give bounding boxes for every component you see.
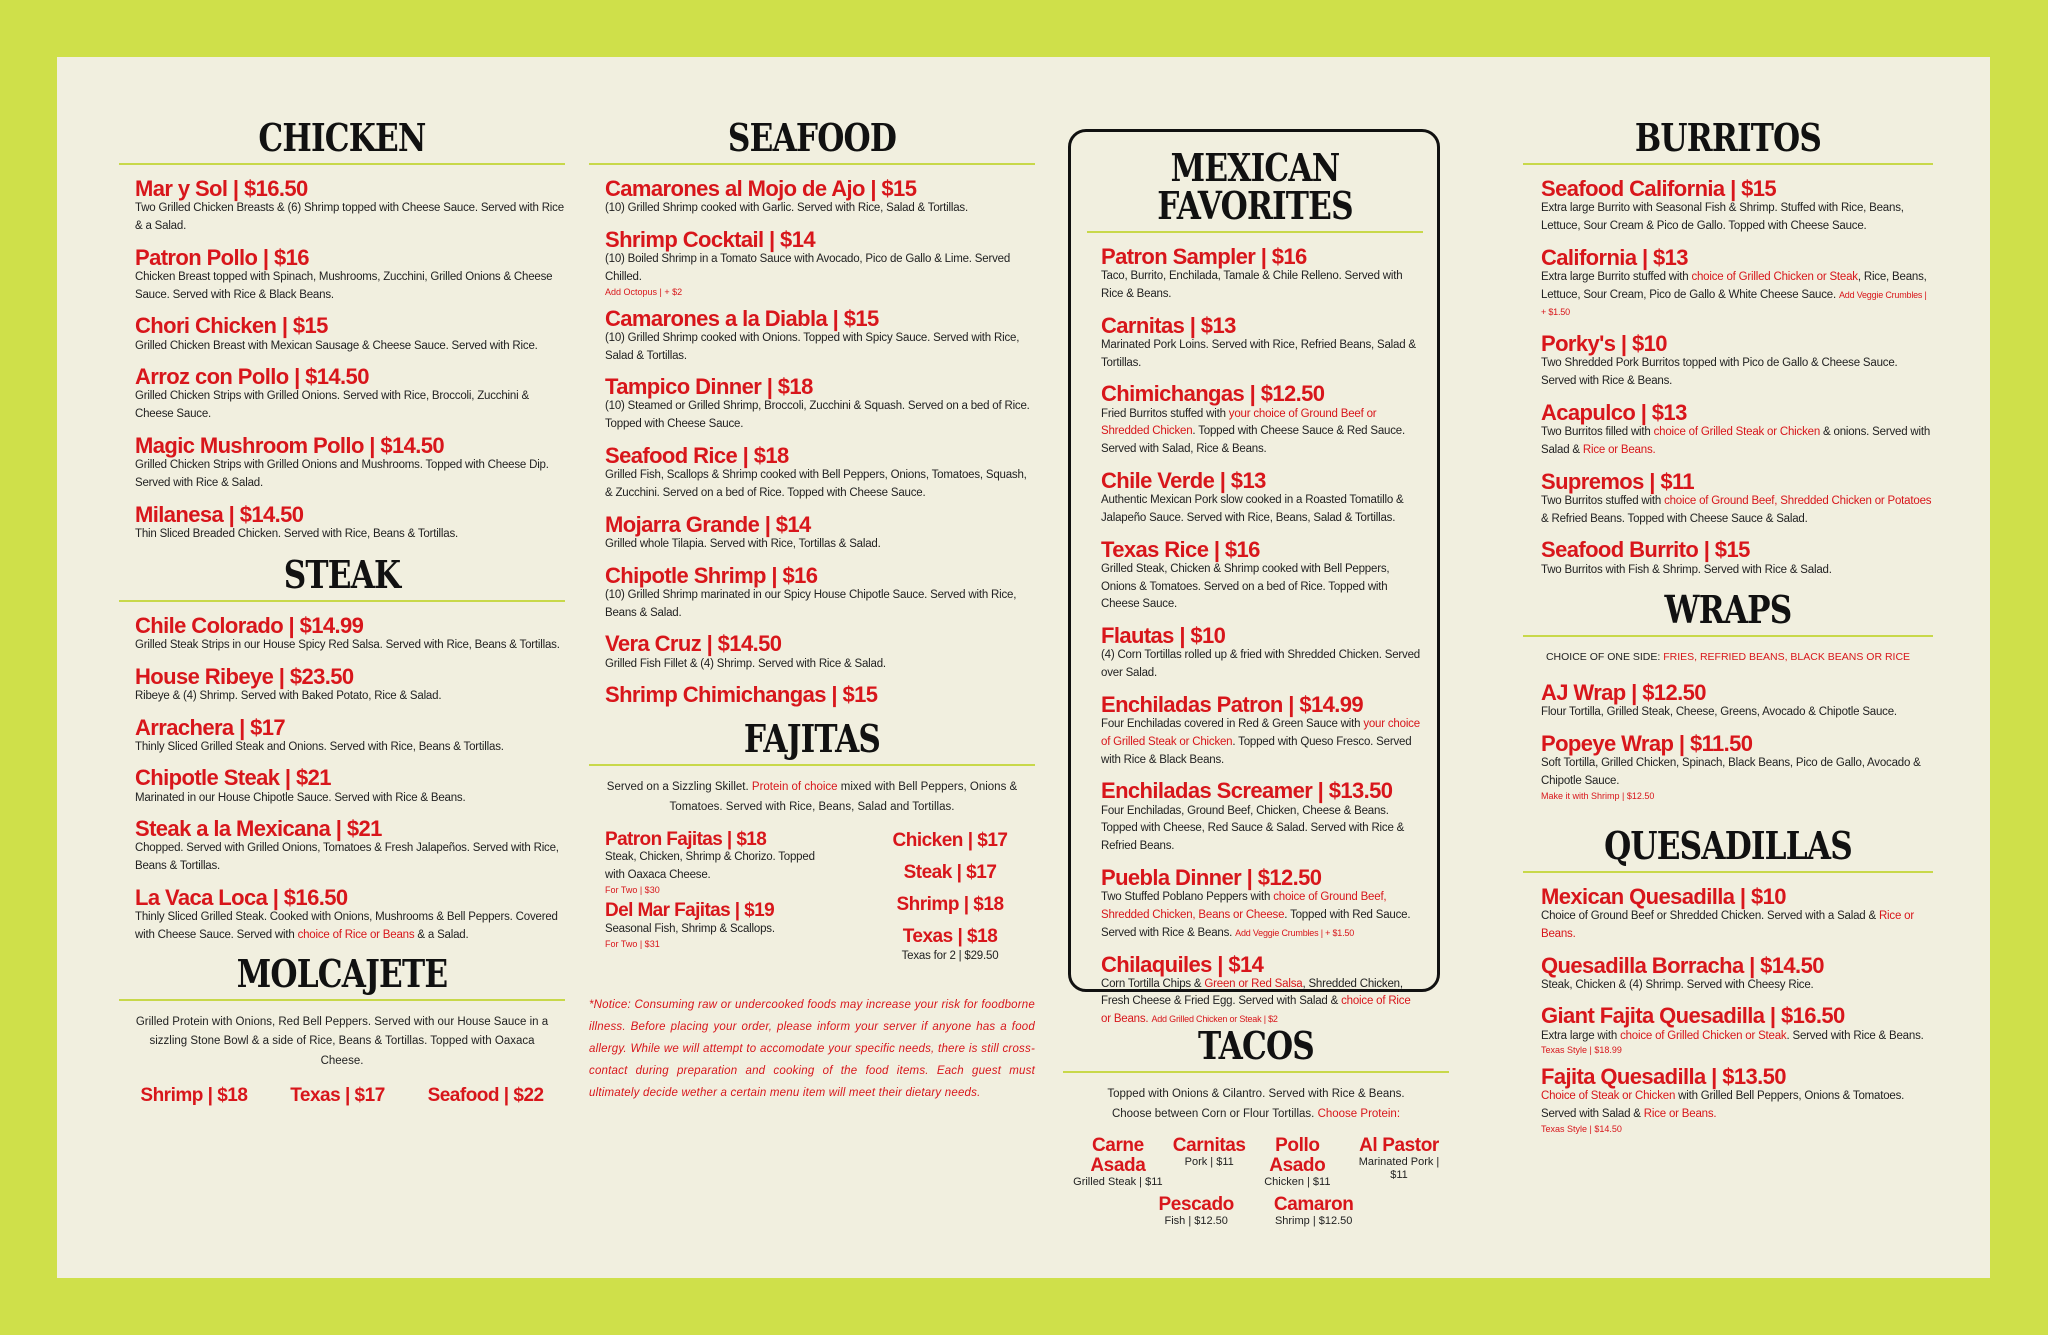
item-desc: (10) Steamed or Grilled Shrimp, Broccoli, Zucchini & Squash. Served on a bed of Rice. Topped with Cheese Sauce. xyxy=(605,400,1030,431)
item-name: Shrimp Cocktail | $14 xyxy=(605,226,815,252)
desc-text: Thinly Sliced Grilled Steak. Cooked with Onions, Mushrooms & Bell Peppers. Covered with Cheese Sauce. Served with xyxy=(135,911,558,941)
menu-item xyxy=(1541,1065,1933,1134)
item-name: Seafood Rice | $18 xyxy=(605,443,789,469)
menu-item xyxy=(135,177,565,236)
menu-item xyxy=(605,901,835,949)
desc-text: . Served with Rice & Beans. xyxy=(1786,1029,1924,1042)
menu-item xyxy=(1101,382,1423,459)
fajitas-rule xyxy=(589,764,1035,766)
item-name: Patron Fajitas | $18 xyxy=(605,828,767,850)
item-extra: For Two | $31 xyxy=(605,938,660,949)
fajita-chicken: Chicken | $17 xyxy=(892,829,1008,851)
desc-text: Four Enchiladas covered in Red & Green Sauce with xyxy=(1101,718,1364,731)
molcajete-rule xyxy=(119,999,565,1001)
item-desc: Ribeye & (4) Shrimp. Served with Baked Potato, Rice & Salad. xyxy=(135,689,442,702)
item-extra: Texas Style | $18.99 xyxy=(1541,1045,1622,1056)
item-desc: (10) Grilled Shrimp cooked with Onions. Topped with Spicy Sauce. Served with Rice, Salad & Tortillas. xyxy=(605,331,1020,362)
item-extra: Texas Style | $14.50 xyxy=(1541,1124,1622,1135)
menu-item xyxy=(1101,693,1423,770)
desc-red-text: your choice of Ground Beef or Shredded Chicken xyxy=(1101,407,1377,438)
taco-name: Al Pastor xyxy=(1359,1135,1439,1157)
favorites-list xyxy=(1087,245,1423,1029)
item-desc: Extra large Burrito with Seasonal Fish & Shrimp. Stuffed with Rice, Beans, Lettuce, Sour Cream & Pico de Gallo. Topped with Cheese Sauce. xyxy=(1541,202,1904,232)
taco-item xyxy=(1274,1195,1354,1228)
desc-text: , Shredded Chicken, Fresh Cheese & Fried Egg. Served with Salad & xyxy=(1101,977,1403,1008)
burritos-title: BURRITOS xyxy=(1634,115,1822,160)
item-name: Arroz con Pollo | $14.50 xyxy=(135,364,369,390)
desc-text: with Grilled Bell Peppers, Onions & Tomatoes. Served with Salad & xyxy=(1541,1090,1905,1121)
menu-item xyxy=(135,246,565,305)
item-name: Chimichangas | $12.50 xyxy=(1101,381,1325,407)
menu-item xyxy=(605,375,1035,434)
menu-item xyxy=(1541,246,1933,323)
item-desc xyxy=(1101,976,1423,1029)
desc-red-text: choice of Grilled Chicken or Steak xyxy=(1691,270,1858,283)
column-3 xyxy=(1087,145,1423,1039)
item-desc xyxy=(1541,424,1933,460)
taco-sub: Shrimp | $12.50 xyxy=(1274,1215,1353,1228)
column-1 xyxy=(119,115,565,1107)
desc-red-text: FRIES, REFRIED BEANS, BLACK BEANS OR RICE xyxy=(1663,651,1911,664)
item-desc: Grilled Fish, Scallops & Shrimp cooked with Bell Peppers, Onions, Tomatoes, Squash, & Zucchini. Served on a bed of Rice. Topped with Cheese Sauce. xyxy=(605,469,1027,499)
item-desc xyxy=(1101,716,1423,769)
menu-item xyxy=(1101,779,1423,856)
desc-red-text: Choose Protein: xyxy=(1317,1107,1401,1120)
menu-item xyxy=(135,614,565,655)
item-name: Chile Verde | $13 xyxy=(1101,467,1266,493)
taco-name: Carnitas xyxy=(1172,1135,1246,1157)
item-name: Enchiladas Screamer | $13.50 xyxy=(1101,778,1393,804)
item-desc xyxy=(1541,1088,1933,1124)
menu-page xyxy=(57,57,1990,1278)
item-name: Shrimp Chimichangas | $15 xyxy=(605,682,878,708)
option-shrimp: Shrimp | $18 xyxy=(140,1085,248,1107)
desc-red-text: Rice or Beans. xyxy=(1541,909,1914,940)
taco-name: Pescado xyxy=(1158,1194,1234,1216)
item-desc: Grilled Steak Strips in our House Spicy Red Salsa. Served with Rice, Beans & Tortillas. xyxy=(135,638,560,651)
menu-item xyxy=(1541,538,1933,579)
desc-red-text: choice of Grilled Steak or Chicken xyxy=(1653,426,1821,439)
item-name: Chipotle Shrimp | $16 xyxy=(605,562,818,588)
fajitas-right xyxy=(885,830,1015,966)
item-name: Camarones a la Diabla | $15 xyxy=(605,305,879,331)
favorites-title: MEXICAN FAVORITES xyxy=(1157,145,1353,228)
desc-red-text: choice of Rice or Beans. xyxy=(1101,995,1411,1026)
desc-text: Two Stuffed Poblano Peppers with xyxy=(1101,891,1274,904)
item-desc: Four Enchiladas, Ground Beef, Chicken, Cheese & Beans. Topped with Cheese, Red Sauce & Salad. Served with Rice & Refried Beans. xyxy=(1101,804,1405,853)
menu-item xyxy=(135,716,565,757)
item-desc xyxy=(135,909,565,945)
quesadillas-title: QUESADILLAS xyxy=(1604,822,1852,868)
menu-item xyxy=(605,228,1035,297)
tacos-rule xyxy=(1063,1071,1449,1073)
option-seafood: Seafood | $22 xyxy=(427,1085,544,1107)
taco-item xyxy=(1173,1136,1246,1189)
item-name: Camarones al Mojo de Ajo | $15 xyxy=(605,176,917,201)
item-desc: Two Grilled Chicken Breasts & (6) Shrimp topped with Cheese Sauce. Served with Rice & a Salad. xyxy=(135,202,564,232)
quesadillas-list xyxy=(1523,885,1933,1134)
seafood-title: SEAFOOD xyxy=(727,115,897,160)
desc-text: Corn Tortilla Chips & xyxy=(1101,977,1205,990)
fajita-texas: Texas | $18 xyxy=(902,925,998,947)
item-desc: Grilled Fish Fillet & (4) Shrimp. Served with Rice & Salad. xyxy=(605,657,886,670)
column-4 xyxy=(1523,115,1933,1144)
desc-text: . Topped with Cheese Sauce & Red Sauce. Served with Salad, Rice & Beans. xyxy=(1101,425,1405,456)
item-name: La Vaca Loca | $16.50 xyxy=(135,885,348,911)
desc-red-text: Rice or Beans. xyxy=(1582,443,1656,456)
desc-text: , Rice, Beans, Lettuce, Sour Cream, Pico de Gallo & White Cheese Sauce. xyxy=(1541,270,1927,301)
menu-item xyxy=(1101,866,1423,943)
item-name: Mexican Quesadilla | $10 xyxy=(1541,883,1786,909)
taco-name: Camaron xyxy=(1273,1194,1354,1216)
menu-item xyxy=(1541,177,1933,236)
desc-red-text: your choice of Grilled Steak or Chicken xyxy=(1101,718,1420,748)
menu-item xyxy=(1101,469,1423,528)
item-desc: Thin Sliced Breaded Chicken. Served with Rice, Beans & Tortillas. xyxy=(135,527,459,540)
taco-item xyxy=(1063,1136,1173,1189)
tacos-title: TACOS xyxy=(1197,1023,1315,1068)
menu-item xyxy=(135,817,565,876)
item-desc: Seasonal Fish, Shrimp & Scallops. xyxy=(605,923,775,935)
menu-item xyxy=(1541,885,1933,944)
molcajete-options xyxy=(119,1085,565,1107)
fajitas-grid xyxy=(589,830,1035,966)
item-name: Seafood California | $15 xyxy=(1541,176,1777,201)
menu-item xyxy=(135,886,565,945)
desc-red-text: choice of Ground Beef, Shredded Chicken, Beans or Cheese xyxy=(1101,891,1387,921)
desc-text: Extra large with xyxy=(1541,1029,1621,1042)
desc-text: Two Burritos filled with xyxy=(1541,426,1654,439)
menu-item xyxy=(135,766,565,807)
item-name: Giant Fajita Quesadilla | $16.50 xyxy=(1541,1003,1845,1029)
item-desc xyxy=(1541,269,1933,322)
menu-item xyxy=(135,665,565,706)
item-desc: Grilled Steak, Chicken & Shrimp cooked with Bell Peppers, Onions & Tomatoes. Served on a bed of Rice. Topped with Cheese Sauce. xyxy=(1101,562,1390,611)
item-name: Texas Rice | $16 xyxy=(1101,536,1260,562)
desc-text: Choice of Ground Beef or Shredded Chicken. Served with a Salad & xyxy=(1541,909,1879,922)
menu-item xyxy=(605,564,1035,623)
item-name: Quesadilla Borracha | $14.50 xyxy=(1541,952,1824,978)
item-name: Enchiladas Patron | $14.99 xyxy=(1101,691,1364,717)
fajitas-desc xyxy=(589,778,1035,817)
wraps-rule xyxy=(1523,635,1933,637)
menu-item xyxy=(605,177,1035,218)
tacos-desc-2 xyxy=(1063,1105,1449,1125)
desc-red-text: Protein of choice xyxy=(751,781,838,794)
desc-text: Extra large Burrito stuffed with xyxy=(1541,270,1692,283)
fajita-shrimp: Shrimp | $18 xyxy=(896,893,1004,915)
menu-item xyxy=(1101,624,1423,683)
taco-name: Carne Asada xyxy=(1090,1135,1146,1177)
item-desc xyxy=(1541,908,1933,944)
taco-name: Pollo Asado xyxy=(1269,1135,1326,1177)
menu-item xyxy=(1541,1004,1933,1055)
item-name: AJ Wrap | $12.50 xyxy=(1541,680,1706,706)
taco-sub: Grilled Steak | $11 xyxy=(1073,1175,1163,1188)
item-name: Fajita Quesadilla | $13.50 xyxy=(1541,1064,1786,1090)
wraps-side xyxy=(1523,649,1933,667)
item-name: Flautas | $10 xyxy=(1101,623,1226,649)
molcajete-desc: Grilled Protein with Onions, Red Bell Peppers. Served with our House Sauce in a sizzling Stone Bowl & a side of Rice, Beans & Tortillas. Topped with Oaxaca Cheese. xyxy=(135,1015,549,1067)
item-name: California | $13 xyxy=(1541,244,1688,270)
menu-item xyxy=(1541,954,1933,995)
tacos-row-1 xyxy=(1063,1136,1449,1189)
item-name: Chipotle Steak | $21 xyxy=(135,765,331,791)
item-extra: Add Grilled Chicken or Steak | $2 xyxy=(1151,1014,1278,1025)
menu-item xyxy=(1101,245,1423,304)
menu-item xyxy=(1541,681,1933,722)
desc-red-text: choice of Ground Beef, Shredded Chicken or Potatoes xyxy=(1664,494,1932,507)
notice-text: *Notice: Consuming raw or undercooked foods may increase your risk for foodborne illness. Before placing your order, please inform your server if anyone has a food allergy. While we will attempt to accomodate your specific needs, there is still cross-contact during preparation and cooking of the food items. Each guest must ultimately decide wether a certain menu item will meet their dietary needs. xyxy=(589,999,1035,1099)
fajita-steak: Steak | $17 xyxy=(903,861,997,883)
item-desc: Grilled Chicken Breast with Mexican Sausage & Cheese Sauce. Served with Rice. xyxy=(135,339,538,352)
item-name: Seafood Burrito | $15 xyxy=(1541,537,1750,563)
item-name: Magic Mushroom Pollo | $14.50 xyxy=(135,433,445,459)
item-desc: Grilled Chicken Strips with Grilled Onions. Served with Rice, Broccoli, Zucchini & Cheese Sauce. xyxy=(135,390,529,421)
column-2 xyxy=(589,115,1035,1105)
item-name: Vera Cruz | $14.50 xyxy=(605,631,782,657)
chicken-rule xyxy=(119,163,565,165)
menu-item xyxy=(1541,732,1933,801)
menu-item xyxy=(1541,470,1933,529)
chicken-title: CHICKEN xyxy=(258,115,426,160)
taco-item xyxy=(1159,1195,1234,1228)
menu-item xyxy=(135,434,565,493)
item-name: Chilaquiles | $14 xyxy=(1101,951,1264,977)
item-desc: Two Shredded Pork Burritos topped with Pico de Gallo & Cheese Sauce. Served with Rice & Beans. xyxy=(1541,357,1898,388)
menu-item xyxy=(1541,332,1933,391)
item-desc: Thinly Sliced Grilled Steak and Onions. Served with Rice, Beans & Tortillas. xyxy=(135,740,504,753)
fajitas-left xyxy=(605,830,835,966)
item-name: Del Mar Fajitas | $19 xyxy=(605,900,775,922)
item-name: Mojarra Grande | $14 xyxy=(605,511,811,537)
desc-text: & Refried Beans. Topped with Cheese Sauce & Salad. xyxy=(1541,512,1808,525)
desc-text: Served on a Sizzling Skillet. xyxy=(606,781,752,794)
desc-red-text: choice of Grilled Chicken or Steak xyxy=(1620,1029,1787,1042)
item-extra: Add Veggie Crumbles | + $1.50 xyxy=(1235,927,1355,938)
item-name: Tampico Dinner | $18 xyxy=(605,374,813,400)
item-name: Milanesa | $14.50 xyxy=(135,501,304,527)
molcajete-title: MOLCAJETE xyxy=(236,950,448,996)
item-desc: (10) Grilled Shrimp cooked with Garlic. Served with Rice, Salad & Tortillas. xyxy=(605,202,968,215)
desc-red-text: Rice or Beans. xyxy=(1643,1108,1717,1121)
quesadillas-rule xyxy=(1523,871,1933,873)
desc-text: . Topped with Red Sauce. Served with Rice & Beans. xyxy=(1101,908,1411,939)
taco-sub: Marinated Pork | $11 xyxy=(1358,1156,1440,1182)
tacos-desc-1: Topped with Onions & Cilantro. Served with Rice & Beans. xyxy=(1107,1088,1405,1100)
item-desc: Steak, Chicken & (4) Shrimp. Served with Cheesy Rice. xyxy=(1541,978,1814,991)
menu-item xyxy=(135,314,565,355)
item-desc: Chicken Breast topped with Spinach, Mushrooms, Zucchini, Grilled Onions & Cheese Sauce. Served with Rice & Black Beans. xyxy=(135,270,553,301)
item-desc xyxy=(1541,1028,1933,1046)
desc-text: . Topped with Queso Fresco. Served with Rice & Black Beans. xyxy=(1101,735,1412,766)
taco-sub: Chicken | $11 xyxy=(1264,1175,1331,1188)
steak-title: STEAK xyxy=(283,551,401,597)
burritos-list xyxy=(1523,177,1933,579)
desc-text: mixed with Bell Peppers, Onions & Tomatoes. Served with Rice, Beans, Salad and Tortillas. xyxy=(669,781,1018,813)
item-desc: Soft Tortilla, Grilled Chicken, Spinach, Black Beans, Pico de Gallo, Avocado & Chipotle Sauce. xyxy=(1541,757,1921,787)
menu-item xyxy=(135,503,565,544)
item-name: Popeye Wrap | $11.50 xyxy=(1541,731,1753,757)
fajita-texas-sub: Texas for 2 | $29.50 xyxy=(901,949,999,962)
desc-red-text: Green or Red Salsa xyxy=(1204,977,1303,990)
item-name: Carnitas | $13 xyxy=(1101,312,1236,338)
item-desc xyxy=(1101,406,1423,459)
menu-item xyxy=(605,683,1035,706)
item-name: Patron Pollo | $16 xyxy=(135,244,309,270)
taco-item xyxy=(1246,1136,1349,1189)
item-name: Chile Colorado | $14.99 xyxy=(135,612,364,638)
menu-item xyxy=(605,513,1035,554)
item-desc: (4) Corn Tortillas rolled up & fried with Shredded Chicken. Served over Salad. xyxy=(1101,649,1420,680)
item-desc: Steak, Chicken, Shrimp & Chorizo. Topped with Oaxaca Cheese. xyxy=(605,851,815,882)
item-desc: (10) Boiled Shrimp in a Tomato Sauce with Avocado, Pico de Gallo & Lime. Served Chilled. xyxy=(605,253,1011,283)
tacos-section xyxy=(1063,1023,1449,1228)
item-name: Mar y Sol | $16.50 xyxy=(135,176,308,201)
chicken-list xyxy=(119,177,565,544)
item-desc: Chopped. Served with Grilled Onions, Tomatoes & Fresh Jalapeños. Served with Rice, Beans & Tortillas. xyxy=(135,842,559,873)
desc-text: CHOICE OF ONE SIDE: xyxy=(1545,651,1664,664)
menu-item xyxy=(1101,314,1423,373)
item-name: Arrachera | $17 xyxy=(135,714,286,740)
wraps-list xyxy=(1523,681,1933,801)
item-desc: Marinated in our House Chipotle Sauce. Served with Rice & Beans. xyxy=(135,791,466,804)
taco-sub: Pork | $11 xyxy=(1184,1156,1234,1169)
menu-item xyxy=(135,365,565,424)
steak-rule xyxy=(119,600,565,602)
item-name: House Ribeye | $23.50 xyxy=(135,663,354,689)
item-desc: Marinated Pork Loins. Served with Rice, Refried Beans, Salad & Tortillas. xyxy=(1101,338,1416,369)
seafood-rule xyxy=(589,163,1035,165)
item-desc: Taco, Burrito, Enchilada, Tamale & Chile Relleno. Served with Rice & Beans. xyxy=(1101,270,1403,300)
menu-item xyxy=(1541,401,1933,460)
item-name: Puebla Dinner | $12.50 xyxy=(1101,865,1322,890)
burritos-rule xyxy=(1523,163,1933,165)
item-desc: Flour Tortilla, Grilled Steak, Cheese, Greens, Avocado & Chipotle Sauce. xyxy=(1541,706,1897,719)
steak-list xyxy=(119,614,565,945)
item-name: Steak a la Mexicana | $21 xyxy=(135,816,382,842)
desc-text: & a Salad. xyxy=(414,928,469,941)
item-desc: (10) Grilled Shrimp marinated in our Spicy House Chipotle Sauce. Served with Rice, Beans & Salad. xyxy=(605,588,1017,619)
tacos-row-2 xyxy=(1063,1195,1449,1228)
menu-item xyxy=(605,830,835,896)
taco-sub: Fish | $12.50 xyxy=(1164,1215,1228,1228)
item-desc: Two Burritos with Fish & Shrimp. Served with Rice & Salad. xyxy=(1541,563,1832,576)
menu-item xyxy=(605,444,1035,503)
item-name: Patron Sampler | $16 xyxy=(1101,244,1307,269)
menu-item xyxy=(605,632,1035,673)
item-name: Acapulco | $13 xyxy=(1541,399,1687,425)
fajitas-title: FAJITAS xyxy=(743,716,881,762)
item-desc: Grilled Chicken Strips with Grilled Onions and Mushrooms. Topped with Cheese Dip. Served with Rice & Salad. xyxy=(135,459,549,489)
desc-text: Choose between Corn or Flour Tortillas. xyxy=(1111,1107,1318,1120)
seafood-list xyxy=(589,177,1035,706)
desc-text: & onions. Served with Salad & xyxy=(1541,426,1931,456)
item-name: Chori Chicken | $15 xyxy=(135,313,328,339)
item-desc: Grilled whole Tilapia. Served with Rice, Tortillas & Salad. xyxy=(605,537,881,550)
desc-red-text: choice of Rice or Beans xyxy=(297,928,415,941)
desc-red-text: Choice of Steak or Chicken xyxy=(1541,1090,1676,1103)
item-desc xyxy=(1541,493,1933,529)
item-extra: For Two | $30 xyxy=(605,885,660,896)
item-name: Porky's | $10 xyxy=(1541,331,1667,357)
item-desc: Authentic Mexican Pork slow cooked in a Roasted Tomatillo & Jalapeño Sauce. Served with Rice, Beans, Salad & Tortillas. xyxy=(1101,494,1404,524)
menu-item xyxy=(605,307,1035,366)
wraps-title: WRAPS xyxy=(1664,587,1792,633)
menu-item xyxy=(1101,538,1423,615)
item-desc xyxy=(1101,889,1423,942)
favorites-rule xyxy=(1087,231,1423,233)
option-texas: Texas | $17 xyxy=(290,1085,385,1107)
item-name: Supremos | $11 xyxy=(1541,468,1695,494)
taco-item xyxy=(1349,1136,1449,1189)
item-extra: Add Veggie Crumbles | + $1.50 xyxy=(1541,289,1927,318)
desc-text: Fried Burritos stuffed with xyxy=(1101,407,1229,420)
item-extra: Make it with Shrimp | $12.50 xyxy=(1541,790,1655,801)
menu-item xyxy=(1101,953,1423,1030)
desc-text: Two Burritos stuffed with xyxy=(1541,494,1665,507)
item-extra: Add Octopus | + $2 xyxy=(605,286,683,297)
